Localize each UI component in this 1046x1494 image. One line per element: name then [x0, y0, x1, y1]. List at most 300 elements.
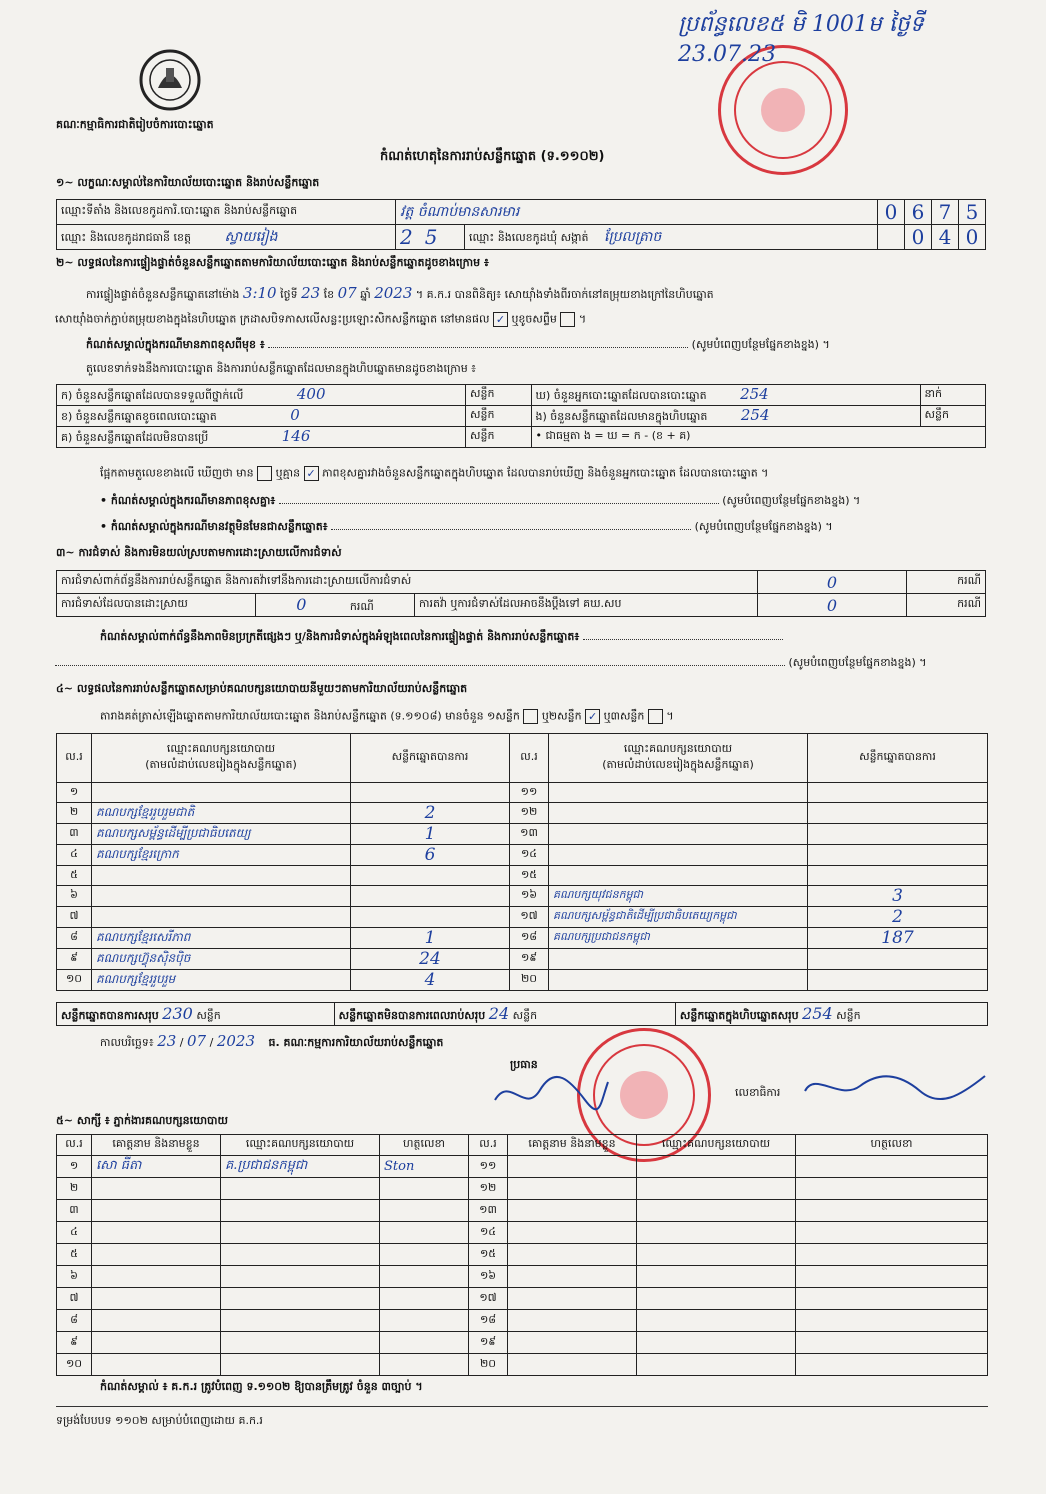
- row-e-label: [531, 406, 920, 427]
- result-no-right: ១៨: [510, 928, 549, 949]
- witness-no-left: ៥: [57, 1244, 92, 1266]
- row-d-unit: នាក់: [920, 385, 986, 406]
- witness-no-right: ១២: [469, 1178, 508, 1200]
- witness-party-right: [637, 1222, 796, 1244]
- witness-name-left: [92, 1200, 221, 1222]
- location-label: ឈ្មោះទីតាំង និងលេខកូដការិ.បោះឆ្នោត និងរាប់សន្លឹកឆ្នោត: [57, 200, 396, 225]
- witness-sign-right: [796, 1244, 988, 1266]
- section4-intro-or: ឬ២សន្លឹក: [541, 709, 582, 723]
- objection-fill-line: [55, 656, 987, 672]
- result-no-left: ៨: [57, 928, 92, 949]
- table-row: [57, 928, 988, 949]
- witness-no-right: ១៣: [469, 1200, 508, 1222]
- two-sheet-checkbox[interactable]: ✓: [585, 709, 600, 724]
- table-row: [57, 1178, 988, 1200]
- commune-label: [465, 225, 878, 250]
- bullet2-fill: (សូមបំពេញបន្ថែមផ្នែកខាងខ្នង) ។: [694, 520, 833, 533]
- result-party-left: គណបក្សសម្ព័ន្ធដើម្បីប្រជាធិបតេយ្យ: [92, 824, 351, 845]
- no-difference-checkbox[interactable]: ✓: [304, 466, 319, 481]
- note-line: [86, 338, 986, 354]
- form-title: កំណត់ហេតុនៃការរាប់សន្លឹកឆ្នោត (ទ.១១០២): [380, 149, 605, 164]
- row-b-label: [57, 406, 466, 427]
- witness-name-left: [92, 1332, 221, 1354]
- verify-time: 3:10: [242, 284, 277, 302]
- commune-value: ប្រែលត្រាច: [604, 228, 662, 245]
- compare-text: ផ្អែកតាមតួលេខខាងលើ ឃើញថា មាន: [100, 466, 254, 480]
- note-label: កំណត់សម្គាល់ក្នុងករណីមានភាពខុសពីមុខ ៖: [86, 338, 265, 351]
- received-stamp-text: ប្រព័ន្ធលេខ៥ មិ 1001ម ថ្ងៃទី 23.07.23: [678, 12, 924, 67]
- result-no-left: ៣: [57, 824, 92, 845]
- witness-party-right: [637, 1178, 796, 1200]
- result-party-left: គណបក្សខ្មែរសេរីភាព: [92, 928, 351, 949]
- witness-no-left: ២: [57, 1178, 92, 1200]
- verify-year-label: ឆ្នាំ: [360, 288, 371, 301]
- result-no-left: ៤: [57, 845, 92, 866]
- witness-name-left: [92, 1266, 221, 1288]
- objection-row2b-label: ការតវ៉ា ឬការជំទាស់ដែលអាចនឹងប្ដឹងទៅ គឃ.សប: [415, 594, 758, 617]
- secretary-signature: [800, 1066, 990, 1110]
- total-box-unit: សន្លឹក: [836, 1008, 861, 1022]
- table-row: [57, 949, 988, 970]
- witness-name-right: [508, 1222, 637, 1244]
- location-code-1: 0: [878, 200, 905, 225]
- verify-line-1: [86, 284, 714, 304]
- count-table: [56, 384, 986, 448]
- witness-party-right: [637, 1310, 796, 1332]
- results-col-votes-left: សន្លឹកឆ្នោតបានការ: [351, 734, 510, 783]
- province-code-2: 5: [424, 225, 438, 249]
- result-no-left: ៦: [57, 886, 92, 907]
- damaged-checkbox[interactable]: [560, 312, 575, 327]
- result-no-left: ១០: [57, 970, 92, 991]
- bullet1-dots: [279, 503, 719, 504]
- table-row: [57, 1354, 988, 1376]
- formula-note: • ជាធម្មតា ង = ឃ = ក - (ខ + គ): [531, 427, 986, 448]
- result-votes-left: 1: [351, 824, 510, 845]
- results-col-votes-right: សន្លឹកឆ្នោតបានការ: [808, 734, 988, 783]
- footer-text: ទម្រង់បែបបទ ១១០២ សម្រាប់បំពេញដោយ គ.ក.រ: [56, 1414, 263, 1427]
- witness-no-right: ១៩: [469, 1332, 508, 1354]
- objection-table: [56, 570, 986, 617]
- result-party-right: [549, 949, 808, 970]
- compare-rest: ភាពខុសគ្នារវាងចំនួនសន្លឹកឆ្នោតក្នុងហិបឆ្នោត ដែលបានរាប់ឃើញ និងចំនួនអ្នកបោះឆ្នោត ដែលបានបោះឆ្នោត ។: [322, 466, 769, 480]
- witness-sign-left: [380, 1244, 469, 1266]
- commune-code-3: 0: [959, 225, 986, 250]
- secretary-label: លេខាធិការ: [735, 1086, 781, 1099]
- results-col-party-right: [549, 734, 808, 783]
- witness-no-right: ១៥: [469, 1244, 508, 1266]
- row-d-label: [531, 385, 920, 406]
- witness-party-left: [221, 1288, 380, 1310]
- results-col-no-left: ល.រ: [57, 734, 92, 783]
- objection-fill: (សូមបំពេញបន្ថែមផ្នែកខាងខ្នង) ។: [788, 656, 927, 669]
- objection-row2-value: [256, 594, 415, 617]
- table-row: [57, 1200, 988, 1222]
- compare-no: ឬគ្មាន: [275, 466, 301, 480]
- witness-sign-right: [796, 1200, 988, 1222]
- witness-name-right: [508, 1354, 637, 1376]
- total-invalid-label: សន្លឹកឆ្នោតមិនបានការពេលរាប់សរុប: [338, 1008, 486, 1022]
- result-votes-right: [808, 783, 988, 803]
- witness-no-right: ១៤: [469, 1222, 508, 1244]
- result-party-left: គណបក្សខ្មែររួបរួម: [92, 970, 351, 991]
- witness-col-no-left: ល.រ: [57, 1135, 92, 1156]
- three-sheet-checkbox[interactable]: [648, 709, 663, 724]
- witness-col-no-right: ល.រ: [469, 1135, 508, 1156]
- commune-label-text: ឈ្មោះ និងលេខកូដឃុំ សង្កាត់: [469, 230, 589, 244]
- result-no-right: ១៥: [510, 866, 549, 886]
- result-votes-right: [808, 949, 988, 970]
- result-votes-left: [351, 866, 510, 886]
- total-invalid-cell: [334, 1003, 675, 1026]
- result-no-right: ២០: [510, 970, 549, 991]
- result-party-left: [92, 907, 351, 928]
- note-dots: [268, 347, 688, 348]
- org-name: គណៈកម្មាធិការជាតិរៀបចំការបោះឆ្នោត: [56, 118, 214, 131]
- intact-checkbox-checked[interactable]: ✓: [493, 312, 508, 327]
- witness-name-left: [92, 1310, 221, 1332]
- total-valid-label: សន្លឹកឆ្នោតបានការសរុប: [61, 1008, 159, 1022]
- results-table: [56, 733, 988, 991]
- province-code-1: 2: [400, 225, 413, 249]
- total-invalid-unit: សន្លឹក: [512, 1008, 538, 1022]
- witness-name-right: [508, 1288, 637, 1310]
- witness-no-left: ៤: [57, 1222, 92, 1244]
- location-code-2: 6: [905, 200, 932, 225]
- row-a-value: 400: [296, 385, 326, 403]
- witness-party-right: [637, 1244, 796, 1266]
- one-sheet-checkbox[interactable]: [523, 709, 538, 724]
- bullet-line-1: [100, 494, 990, 510]
- witness-col-name-left: គោត្តនាម និងនាមខ្លួន: [92, 1135, 221, 1156]
- result-no-right: ១៣: [510, 824, 549, 845]
- total-valid-cell: [57, 1003, 335, 1026]
- table-row: [57, 886, 988, 907]
- result-party-right: គណបក្សសម្ព័ន្ធជាតិដើម្បីប្រជាធិបតេយ្យកម្ពុជា: [549, 907, 808, 928]
- result-votes-left: 2: [351, 803, 510, 824]
- row-c-value: 146: [281, 427, 311, 445]
- total-box-value: 254: [802, 1003, 833, 1023]
- witness-sign-right: [796, 1332, 988, 1354]
- bullet1-fill: (សូមបំពេញបន្ថែមផ្នែកខាងខ្នង) ។: [722, 494, 861, 507]
- witness-sign-left: Ston: [380, 1156, 469, 1178]
- witness-party-left: [221, 1244, 380, 1266]
- table-row: [57, 970, 988, 991]
- result-party-right: [549, 970, 808, 991]
- intact-label: ឬខូចសព្ទឹម: [511, 312, 557, 326]
- witness-sign-left: [380, 1354, 469, 1376]
- verify-month: 07: [337, 284, 357, 302]
- objection-row1-value: 0: [758, 571, 907, 594]
- witness-no-left: ៩: [57, 1332, 92, 1354]
- witness-party-left: [221, 1310, 380, 1332]
- result-votes-left: [351, 907, 510, 928]
- witness-no-left: ៦: [57, 1266, 92, 1288]
- result-no-left: ៥: [57, 866, 92, 886]
- witness-name-right: [508, 1332, 637, 1354]
- results-col-no-right: ល.រ: [510, 734, 549, 783]
- witness-table: [56, 1134, 988, 1376]
- witness-name-right: [508, 1200, 637, 1222]
- verify-month-label: ខែ: [323, 288, 335, 301]
- witness-sign-left: [380, 1222, 469, 1244]
- bullet1: • កំណត់សម្គាល់ក្នុងករណីមានភាពខុសគ្នា៖: [100, 494, 276, 507]
- totals-table: [56, 1002, 988, 1026]
- table-row: [57, 783, 988, 803]
- witness-party-left: [221, 1200, 380, 1222]
- result-no-right: ១៧: [510, 907, 549, 928]
- objection-note-line: [100, 630, 990, 646]
- witness-party-right: [637, 1288, 796, 1310]
- table-row: [57, 845, 988, 866]
- objection-row2-label: ការជំទាស់ដែលបានដោះស្រាយ: [57, 594, 256, 617]
- footer-divider: [56, 1406, 988, 1407]
- signed-by: ធ. គណៈកម្មការការិយាល័យរាប់សន្លឹកឆ្នោត: [268, 1036, 444, 1049]
- result-party-left: [92, 866, 351, 886]
- witness-no-right: ១៧: [469, 1288, 508, 1310]
- witness-party-right: [637, 1354, 796, 1376]
- count-intro: តួលេខទាក់ទងនឹងការបោះឆ្នោត និងការរាប់សន្លឹកឆ្នោតដែលមានក្នុងហិបឆ្នោតមានដូចខាងក្រោម ៖: [86, 362, 477, 375]
- total-valid-unit: សន្លឹក: [196, 1008, 221, 1022]
- location-code-4: 5: [959, 200, 986, 225]
- location-code-3: 7: [932, 200, 959, 225]
- result-party-right: [549, 783, 808, 803]
- province-label-text: ឈ្មោះ និងលេខកូដរាជធានី ខេត្ត: [61, 230, 191, 244]
- result-no-right: ១១: [510, 783, 549, 803]
- result-party-left: គណបក្សខ្មែររួបរួមជាតិ: [92, 803, 351, 824]
- section4-intro-line: តារាងគត់ត្រាស់ឡើងឆ្នោតតាមការិយាល័យបោះឆ្នោត និងរាប់សន្លឹកឆ្នោត (ទ.១១០៨) មានចំនួន ១សន្លឹក ឬ២សន្លឹក ✓ ឬ៣សន្លឹក ។: [100, 709, 674, 723]
- date-line: កាលបរិច្ឆេទ៖ 23 / 07 / 2023 ធ. គណៈកម្មការការិយាល័យរាប់សន្លឹកឆ្នោត: [100, 1032, 444, 1050]
- witness-col-name-right: គោត្តនាម និងនាមខ្លួន: [508, 1135, 637, 1156]
- total-invalid-value: 24: [488, 1003, 510, 1023]
- result-party-right: [549, 866, 808, 886]
- table-row: [57, 824, 988, 845]
- table-row: [57, 803, 988, 824]
- witness-sign-left: [380, 1310, 469, 1332]
- witness-party-right: [637, 1156, 796, 1178]
- witness-sign-left: [380, 1178, 469, 1200]
- section1-title: ១~ លក្ខណៈសម្គាល់នៃការិយាល័យបោះឆ្នោត និងរាប់សន្លឹកឆ្នោត: [56, 176, 320, 189]
- witness-name-right: [508, 1310, 637, 1332]
- section1-table: [56, 199, 986, 250]
- witness-no-left: ៣: [57, 1200, 92, 1222]
- result-no-right: ១២: [510, 803, 549, 824]
- result-votes-left: 1: [351, 928, 510, 949]
- witness-party-left: គ.ប្រជាជនកម្ពុជា: [221, 1156, 380, 1178]
- result-party-right: គណបក្សយុវជនកម្ពុជា: [549, 886, 808, 907]
- objection-row1-unit: ករណី: [907, 571, 986, 594]
- row-b-value: 0: [290, 406, 300, 424]
- result-votes-right: [808, 845, 988, 866]
- result-party-left: គណបក្សខ្មែរក្រោក: [92, 845, 351, 866]
- has-difference-checkbox[interactable]: [257, 466, 272, 481]
- witness-name-left: [92, 1354, 221, 1376]
- commune-code-1: 0: [905, 225, 932, 250]
- section2-title: ២~ លទ្ធផលនៃការផ្ទៀងផ្ទាត់ចំនួនសន្លឹកឆ្នោតតាមការិយាល័យបោះឆ្នោត និងរាប់សន្លឹកឆ្នោតដូចខាងក្រោម ៖: [56, 256, 489, 269]
- witness-sign-right: [796, 1310, 988, 1332]
- row-b-unit: សន្លឹក: [466, 406, 532, 427]
- witness-name-left: [92, 1244, 221, 1266]
- result-party-left: [92, 886, 351, 907]
- row-c-unit: សន្លឹក: [466, 427, 532, 448]
- objection-row2b-value: 0: [758, 594, 907, 617]
- result-votes-left: [351, 783, 510, 803]
- result-party-right: [549, 824, 808, 845]
- date-label: កាលបរិច្ឆេទ៖: [100, 1036, 154, 1049]
- row-d-value: 254: [740, 385, 769, 403]
- objection-note: កំណត់សម្គាល់ពាក់ព័ន្ធនឹងភាពមិនប្រក្រតីផ្សេងៗ ឬ/និងការជំទាស់ក្នុងអំឡុងពេលនៃការផ្ទៀងផ្ទាត់ និងការរាប់សន្លឹកឆ្នោត៖: [100, 630, 580, 643]
- total-valid-value: 230: [162, 1003, 193, 1023]
- witness-party-right: [637, 1332, 796, 1354]
- date-day: 23: [157, 1032, 177, 1050]
- table-row: [57, 1222, 988, 1244]
- witness-sign-left: [380, 1200, 469, 1222]
- result-votes-left: 4: [351, 970, 510, 991]
- location-value: វត្ត ចំណាប់មានសារមារ: [396, 200, 878, 225]
- result-votes-right: [808, 803, 988, 824]
- witness-col-party-left: ឈ្មោះគណបក្សនយោបាយ: [221, 1135, 380, 1156]
- result-votes-right: 2: [808, 907, 988, 928]
- bullet-line-2: [100, 520, 990, 536]
- witness-sign-right: [796, 1288, 988, 1310]
- total-box-label: សន្លឹកឆ្នោតក្នុងហិបឆ្នោតសរុប: [679, 1008, 799, 1022]
- total-box-cell: [675, 1003, 987, 1026]
- witness-col-sign-left: ហត្ថលេខា: [380, 1135, 469, 1156]
- result-no-right: ១៩: [510, 949, 549, 970]
- witness-name-left: [92, 1222, 221, 1244]
- results-col-party-left: [92, 734, 351, 783]
- witness-name-right: [508, 1244, 637, 1266]
- row-e-value: 254: [740, 406, 770, 424]
- chair-label: ប្រធាន: [510, 1058, 538, 1071]
- section5-title: ៥~ សាក្សី ៖ ភ្នាក់ងារគណបក្សនយោបាយ: [56, 1114, 229, 1127]
- witness-sign-left: [380, 1332, 469, 1354]
- objection-row2-value-text: 0: [296, 594, 307, 614]
- witness-no-right: ១១: [469, 1156, 508, 1178]
- objection-row2b-unit: ករណី: [907, 594, 986, 617]
- objection-note-dots: [583, 639, 783, 640]
- witness-party-left: [221, 1266, 380, 1288]
- bullet2: • កំណត់សម្គាល់ក្នុងករណីមានវត្ថុមិនមែនជាសន្លឹកឆ្នោត៖: [100, 520, 328, 533]
- verify-year: 2023: [374, 284, 413, 302]
- section4-title: ៤~ លទ្ធផលនៃការរាប់សន្លឹកឆ្នោតសម្រាប់គណបក្សនយោបាយនីមួយៗតាមការិយាល័យរាប់សន្លឹកឆ្នោត: [56, 682, 468, 695]
- table-row: [57, 1266, 988, 1288]
- objection-row1-label: ការជំទាស់ពាក់ព័ន្ធនឹងការរាប់សន្លឹកឆ្នោត និងការតវ៉ាទៅនឹងការដោះស្រាយលើការជំទាស់: [57, 571, 758, 594]
- table-row: [57, 1156, 988, 1178]
- row-e-unit: សន្លឹក: [920, 406, 986, 427]
- nec-logo: [138, 48, 202, 112]
- table-row: [57, 866, 988, 886]
- results-col-party-left-sub: (តាមលំដាប់លេខរៀងក្នុងសន្លឹកឆ្នោត): [145, 758, 297, 771]
- row-c-label-text: គ) ចំនួនសន្លឹកឆ្នោតដែលមិនបានប្រើ: [61, 431, 209, 444]
- section3-title: ៣~ ការជំទាស់ និងការមិនយល់ស្របតាមការដោះស្រាយលើការជំទាស់: [56, 546, 342, 559]
- witness-party-right: [637, 1266, 796, 1288]
- verify-day: 23: [301, 284, 321, 302]
- row-d-label-text: ឃ) ចំនួនអ្នកបោះឆ្នោតដែលបានបោះឆ្នោត: [535, 389, 707, 402]
- result-party-left: គណបក្សហ៊្វុនស៊ិនប៉ិច: [92, 949, 351, 970]
- witness-sign-left: [380, 1266, 469, 1288]
- result-party-right: គណបក្សប្រជាជនកម្ពុជា: [549, 928, 808, 949]
- result-no-left: ១: [57, 783, 92, 803]
- table-row: [57, 907, 988, 928]
- witness-party-left: [221, 1222, 380, 1244]
- results-col-party-left-text: ឈ្មោះគណបក្សនយោបាយ: [166, 742, 276, 755]
- result-no-left: ២: [57, 803, 92, 824]
- result-votes-left: 24: [351, 949, 510, 970]
- verify-text-2: ។ គ.ក.រ បានពិនិត្យ៖ សោយ៉ាំងទាំងពីរចាក់នៅតម្រុយខាងក្រៅនៃហិបឆ្នោត: [415, 288, 714, 301]
- witness-body: [57, 1156, 988, 1376]
- results-body: [57, 783, 988, 991]
- result-no-right: ១៤: [510, 845, 549, 866]
- witness-no-left: ៨: [57, 1310, 92, 1332]
- witness-no-left: ១០: [57, 1354, 92, 1376]
- note-fill: (សូមបំពេញបន្ថែមផ្នែកខាងខ្នង) ។: [691, 338, 830, 351]
- witness-name-left: សោ ធីតា: [92, 1156, 221, 1178]
- witness-sign-right: [796, 1266, 988, 1288]
- witness-sign-right: [796, 1354, 988, 1376]
- witness-party-left: [221, 1332, 380, 1354]
- result-votes-right: [808, 866, 988, 886]
- witness-name-right: [508, 1178, 637, 1200]
- row-b-label-text: ខ) ចំនួនសន្លឹកឆ្នោតខូចពេលបោះឆ្នោត: [61, 410, 217, 423]
- table-row: [57, 1310, 988, 1332]
- objection-fill-dots: [55, 665, 785, 666]
- result-party-right: [549, 803, 808, 824]
- row-a-label-text: ក) ចំនួនសន្លឹកឆ្នោតដែលបានទទួលពីថ្នាក់លើ: [61, 389, 244, 402]
- witness-name-left: [92, 1288, 221, 1310]
- commune-code-blank: [878, 225, 905, 250]
- result-votes-left: [351, 886, 510, 907]
- section4-intro: តារាងគត់ត្រាស់ឡើងឆ្នោតតាមការិយាល័យបោះឆ្នោត និងរាប់សន្លឹកឆ្នោត (ទ.១១០៨) មានចំនួន ១សន្លឹក: [100, 709, 520, 723]
- witness-party-right: [637, 1200, 796, 1222]
- witness-sign-left: [380, 1288, 469, 1310]
- witness-name-right: [508, 1266, 637, 1288]
- province-value: ស្វាយរៀង: [224, 228, 278, 245]
- witness-no-right: ១៦: [469, 1266, 508, 1288]
- result-votes-right: [808, 824, 988, 845]
- verify-line-2: សោយ៉ាំងចាក់ភ្ជាប់តម្រុយខាងក្នុងនៃហិបឆ្នោត ក្រដាសបិទភាសលើសន្លះប្រឡោះសិកសន្លឹកឆ្នោត នៅមានផល ✓ ឬខូចសព្ទឹម ។: [55, 312, 587, 326]
- date-month: 07: [187, 1032, 207, 1050]
- result-party-right: [549, 845, 808, 866]
- row-a-unit: សន្លឹក: [466, 385, 532, 406]
- province-code: [396, 225, 465, 250]
- compare-line: [100, 466, 990, 483]
- date-year: 2023: [216, 1032, 255, 1050]
- table-row: [57, 1244, 988, 1266]
- witness-no-right: ១៨: [469, 1310, 508, 1332]
- witness-party-left: [221, 1354, 380, 1376]
- witness-no-left: ៧: [57, 1288, 92, 1310]
- witness-footnote: កំណត់សម្គាល់ ៖ គ.ក.រ ត្រូវបំពេញ ទ.១១០២ ឱ្យបានត្រឹមត្រូវ ចំនួន ៣ច្បាប់ ។: [100, 1380, 423, 1393]
- result-votes-right: 187: [808, 928, 988, 949]
- result-no-left: ៩: [57, 949, 92, 970]
- section4-intro-or2: ឬ៣សន្លឹក: [603, 709, 645, 723]
- objection-row2-unit: ករណី: [349, 599, 374, 613]
- witness-name-right: [508, 1156, 637, 1178]
- verify-text-3: សោយ៉ាំងចាក់ភ្ជាប់តម្រុយខាងក្នុងនៃហិបឆ្នោត ក្រដាសបិទភាសលើសន្លះប្រឡោះសិកសន្លឹកឆ្នោត នៅមានផល: [55, 312, 490, 326]
- row-c-label: [57, 427, 466, 448]
- commune-code-2: 4: [932, 225, 959, 250]
- witness-col-sign-right: ហត្ថលេខា: [796, 1135, 988, 1156]
- table-row: [57, 1332, 988, 1354]
- table-row: [57, 1288, 988, 1310]
- verify-day-label: ថ្ងៃទី: [280, 288, 298, 301]
- result-no-right: ១៦: [510, 886, 549, 907]
- province-label: [57, 225, 396, 250]
- result-no-left: ៧: [57, 907, 92, 928]
- witness-name-left: [92, 1178, 221, 1200]
- witness-party-left: [221, 1178, 380, 1200]
